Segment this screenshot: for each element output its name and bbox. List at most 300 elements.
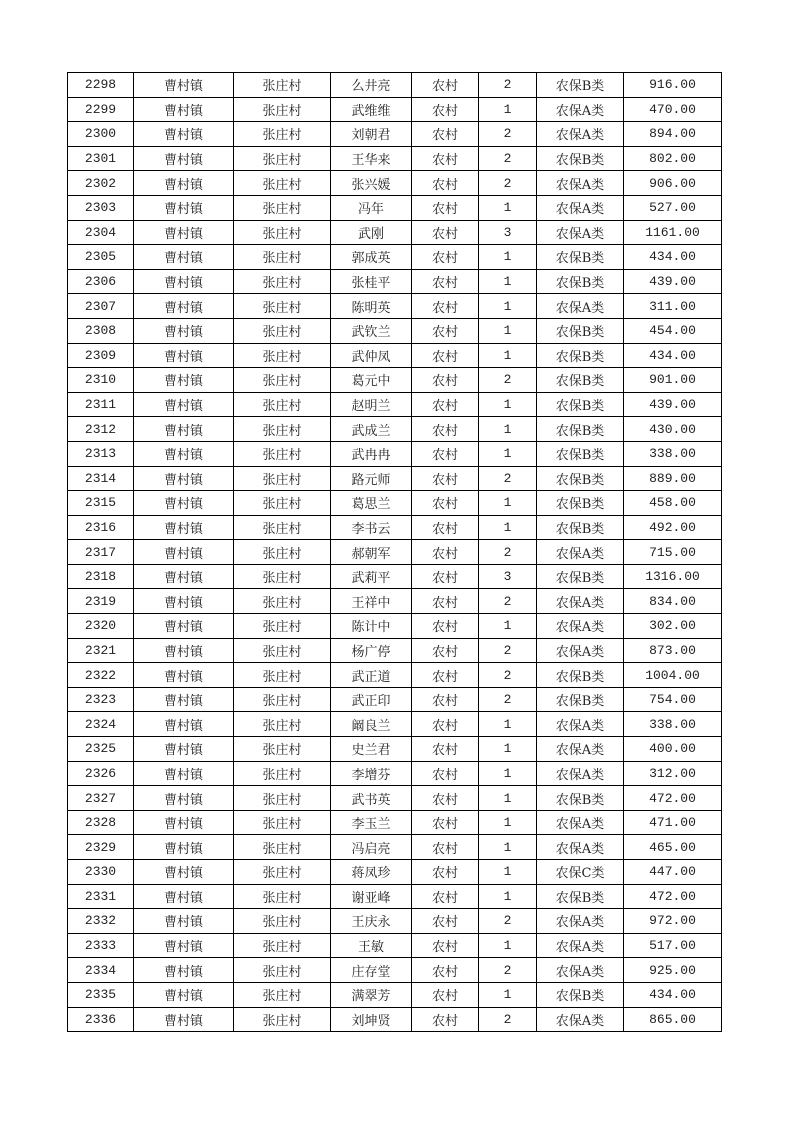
name-cell: 武正道 xyxy=(331,663,412,688)
household-type-cell: 农村 xyxy=(412,712,479,737)
amount-cell: 916.00 xyxy=(624,73,722,98)
household-size-cell: 1 xyxy=(479,933,537,958)
insurance-category-cell: 农保B类 xyxy=(537,491,624,516)
amount-cell: 925.00 xyxy=(624,958,722,983)
household-size-cell: 1 xyxy=(479,269,537,294)
village-cell: 张庄村 xyxy=(234,417,331,442)
household-type-cell: 农村 xyxy=(412,564,479,589)
village-cell: 张庄村 xyxy=(234,269,331,294)
serial-number-cell: 2311 xyxy=(68,392,134,417)
household-type-cell: 农村 xyxy=(412,122,479,147)
town-cell: 曹村镇 xyxy=(134,318,234,343)
table-row xyxy=(68,515,722,540)
household-size-cell: 2 xyxy=(479,589,537,614)
household-type-cell: 农村 xyxy=(412,933,479,958)
amount-cell: 865.00 xyxy=(624,1007,722,1032)
village-cell: 张庄村 xyxy=(234,761,331,786)
household-type-cell: 农村 xyxy=(412,368,479,393)
table-row xyxy=(68,737,722,762)
village-cell: 张庄村 xyxy=(234,933,331,958)
serial-number-cell: 2304 xyxy=(68,220,134,245)
town-cell: 曹村镇 xyxy=(134,441,234,466)
insurance-category-cell: 农保A类 xyxy=(537,294,624,319)
town-cell: 曹村镇 xyxy=(134,97,234,122)
insurance-category-cell: 农保A类 xyxy=(537,958,624,983)
town-cell: 曹村镇 xyxy=(134,638,234,663)
amount-cell: 715.00 xyxy=(624,540,722,565)
town-cell: 曹村镇 xyxy=(134,491,234,516)
serial-number-cell: 2327 xyxy=(68,786,134,811)
serial-number-cell: 2308 xyxy=(68,318,134,343)
village-cell: 张庄村 xyxy=(234,515,331,540)
name-cell: 葛思兰 xyxy=(331,491,412,516)
serial-number-cell: 2335 xyxy=(68,982,134,1007)
table-row xyxy=(68,860,722,885)
household-type-cell: 农村 xyxy=(412,146,479,171)
town-cell: 曹村镇 xyxy=(134,466,234,491)
table-row xyxy=(68,564,722,589)
serial-number-cell: 2324 xyxy=(68,712,134,737)
town-cell: 曹村镇 xyxy=(134,245,234,270)
serial-number-cell: 2336 xyxy=(68,1007,134,1032)
name-cell: 王华来 xyxy=(331,146,412,171)
insurance-category-cell: 农保B类 xyxy=(537,466,624,491)
name-cell: 阚良兰 xyxy=(331,712,412,737)
amount-cell: 439.00 xyxy=(624,269,722,294)
insurance-category-cell: 农保A类 xyxy=(537,220,624,245)
amount-cell: 471.00 xyxy=(624,810,722,835)
village-cell: 张庄村 xyxy=(234,220,331,245)
serial-number-cell: 2323 xyxy=(68,687,134,712)
town-cell: 曹村镇 xyxy=(134,614,234,639)
village-cell: 张庄村 xyxy=(234,638,331,663)
amount-cell: 400.00 xyxy=(624,737,722,762)
household-size-cell: 2 xyxy=(479,171,537,196)
table-row xyxy=(68,1007,722,1032)
insurance-category-cell: 农保A类 xyxy=(537,712,624,737)
insurance-category-cell: 农保B类 xyxy=(537,982,624,1007)
household-type-cell: 农村 xyxy=(412,417,479,442)
name-cell: 李增芬 xyxy=(331,761,412,786)
table-row xyxy=(68,269,722,294)
amount-cell: 434.00 xyxy=(624,245,722,270)
table-row xyxy=(68,220,722,245)
household-size-cell: 1 xyxy=(479,97,537,122)
household-size-cell: 1 xyxy=(479,195,537,220)
serial-number-cell: 2313 xyxy=(68,441,134,466)
serial-number-cell: 2320 xyxy=(68,614,134,639)
town-cell: 曹村镇 xyxy=(134,810,234,835)
name-cell: 王敏 xyxy=(331,933,412,958)
amount-cell: 465.00 xyxy=(624,835,722,860)
amount-cell: 472.00 xyxy=(624,786,722,811)
name-cell: 郝朝军 xyxy=(331,540,412,565)
town-cell: 曹村镇 xyxy=(134,73,234,98)
serial-number-cell: 2314 xyxy=(68,466,134,491)
serial-number-cell: 2332 xyxy=(68,909,134,934)
household-size-cell: 1 xyxy=(479,343,537,368)
serial-number-cell: 2303 xyxy=(68,195,134,220)
insurance-category-cell: 农保A类 xyxy=(537,97,624,122)
household-size-cell: 1 xyxy=(479,491,537,516)
household-type-cell: 农村 xyxy=(412,1007,479,1032)
amount-cell: 492.00 xyxy=(624,515,722,540)
name-cell: 杨广停 xyxy=(331,638,412,663)
amount-cell: 312.00 xyxy=(624,761,722,786)
insurance-category-cell: 农保A类 xyxy=(537,589,624,614)
serial-number-cell: 2305 xyxy=(68,245,134,270)
amount-cell: 302.00 xyxy=(624,614,722,639)
village-cell: 张庄村 xyxy=(234,540,331,565)
name-cell: 王祥中 xyxy=(331,589,412,614)
village-cell: 张庄村 xyxy=(234,909,331,934)
name-cell: 葛元中 xyxy=(331,368,412,393)
village-cell: 张庄村 xyxy=(234,392,331,417)
household-type-cell: 农村 xyxy=(412,589,479,614)
town-cell: 曹村镇 xyxy=(134,146,234,171)
insurance-category-cell: 农保B类 xyxy=(537,786,624,811)
name-cell: 路元师 xyxy=(331,466,412,491)
town-cell: 曹村镇 xyxy=(134,368,234,393)
table-row xyxy=(68,933,722,958)
town-cell: 曹村镇 xyxy=(134,712,234,737)
town-cell: 曹村镇 xyxy=(134,663,234,688)
serial-number-cell: 2328 xyxy=(68,810,134,835)
household-type-cell: 农村 xyxy=(412,638,479,663)
town-cell: 曹村镇 xyxy=(134,171,234,196)
insurance-category-cell: 农保C类 xyxy=(537,860,624,885)
serial-number-cell: 2309 xyxy=(68,343,134,368)
town-cell: 曹村镇 xyxy=(134,269,234,294)
amount-cell: 439.00 xyxy=(624,392,722,417)
serial-number-cell: 2319 xyxy=(68,589,134,614)
name-cell: 王庆永 xyxy=(331,909,412,934)
amount-cell: 802.00 xyxy=(624,146,722,171)
insurance-category-cell: 农保B类 xyxy=(537,515,624,540)
insurance-category-cell: 农保A类 xyxy=(537,638,624,663)
household-type-cell: 农村 xyxy=(412,245,479,270)
village-cell: 张庄村 xyxy=(234,195,331,220)
village-cell: 张庄村 xyxy=(234,860,331,885)
household-type-cell: 农村 xyxy=(412,343,479,368)
amount-cell: 972.00 xyxy=(624,909,722,934)
table-row xyxy=(68,318,722,343)
household-type-cell: 农村 xyxy=(412,220,479,245)
name-cell: 李书云 xyxy=(331,515,412,540)
table-row xyxy=(68,441,722,466)
serial-number-cell: 2299 xyxy=(68,97,134,122)
insurance-category-cell: 农保B类 xyxy=(537,564,624,589)
household-size-cell: 2 xyxy=(479,146,537,171)
household-type-cell: 农村 xyxy=(412,515,479,540)
village-cell: 张庄村 xyxy=(234,245,331,270)
amount-cell: 447.00 xyxy=(624,860,722,885)
insurance-category-cell: 农保A类 xyxy=(537,909,624,934)
insurance-category-cell: 农保A类 xyxy=(537,835,624,860)
amount-cell: 1161.00 xyxy=(624,220,722,245)
table-row xyxy=(68,122,722,147)
household-type-cell: 农村 xyxy=(412,195,479,220)
household-size-cell: 1 xyxy=(479,835,537,860)
name-cell: 武维维 xyxy=(331,97,412,122)
town-cell: 曹村镇 xyxy=(134,982,234,1007)
table-row xyxy=(68,73,722,98)
table-row xyxy=(68,343,722,368)
table-row xyxy=(68,417,722,442)
insurance-category-cell: 农保B类 xyxy=(537,245,624,270)
town-cell: 曹村镇 xyxy=(134,515,234,540)
name-cell: 刘坤贤 xyxy=(331,1007,412,1032)
town-cell: 曹村镇 xyxy=(134,1007,234,1032)
village-cell: 张庄村 xyxy=(234,687,331,712)
name-cell: 庄存堂 xyxy=(331,958,412,983)
table-row xyxy=(68,835,722,860)
household-size-cell: 1 xyxy=(479,737,537,762)
table-row xyxy=(68,97,722,122)
household-type-cell: 农村 xyxy=(412,97,479,122)
town-cell: 曹村镇 xyxy=(134,540,234,565)
serial-number-cell: 2333 xyxy=(68,933,134,958)
town-cell: 曹村镇 xyxy=(134,687,234,712)
amount-cell: 906.00 xyxy=(624,171,722,196)
household-type-cell: 农村 xyxy=(412,614,479,639)
village-cell: 张庄村 xyxy=(234,737,331,762)
table-row xyxy=(68,146,722,171)
insurance-category-cell: 农保B类 xyxy=(537,392,624,417)
table-row xyxy=(68,810,722,835)
household-size-cell: 1 xyxy=(479,318,537,343)
household-type-cell: 农村 xyxy=(412,786,479,811)
name-cell: 赵明兰 xyxy=(331,392,412,417)
household-type-cell: 农村 xyxy=(412,737,479,762)
serial-number-cell: 2322 xyxy=(68,663,134,688)
table-row xyxy=(68,466,722,491)
household-size-cell: 1 xyxy=(479,860,537,885)
household-type-cell: 农村 xyxy=(412,761,479,786)
insurance-category-cell: 农保A类 xyxy=(537,810,624,835)
household-size-cell: 2 xyxy=(479,663,537,688)
name-cell: 谢亚峰 xyxy=(331,884,412,909)
insurance-category-cell: 农保A类 xyxy=(537,761,624,786)
name-cell: 李玉兰 xyxy=(331,810,412,835)
name-cell: 刘朝君 xyxy=(331,122,412,147)
town-cell: 曹村镇 xyxy=(134,958,234,983)
insurance-category-cell: 农保A类 xyxy=(537,122,624,147)
serial-number-cell: 2321 xyxy=(68,638,134,663)
village-cell: 张庄村 xyxy=(234,146,331,171)
town-cell: 曹村镇 xyxy=(134,884,234,909)
amount-cell: 901.00 xyxy=(624,368,722,393)
household-size-cell: 2 xyxy=(479,368,537,393)
beneficiary-table xyxy=(67,72,722,1032)
table-row xyxy=(68,663,722,688)
household-type-cell: 农村 xyxy=(412,982,479,1007)
table-row xyxy=(68,761,722,786)
household-type-cell: 农村 xyxy=(412,318,479,343)
name-cell: 蒋凤珍 xyxy=(331,860,412,885)
insurance-category-cell: 农保B类 xyxy=(537,417,624,442)
town-cell: 曹村镇 xyxy=(134,933,234,958)
name-cell: 史兰君 xyxy=(331,737,412,762)
village-cell: 张庄村 xyxy=(234,368,331,393)
town-cell: 曹村镇 xyxy=(134,417,234,442)
amount-cell: 311.00 xyxy=(624,294,722,319)
insurance-category-cell: 农保B类 xyxy=(537,687,624,712)
household-type-cell: 农村 xyxy=(412,810,479,835)
household-type-cell: 农村 xyxy=(412,540,479,565)
amount-cell: 458.00 xyxy=(624,491,722,516)
amount-cell: 338.00 xyxy=(624,441,722,466)
household-type-cell: 农村 xyxy=(412,687,479,712)
serial-number-cell: 2318 xyxy=(68,564,134,589)
name-cell: 么井亮 xyxy=(331,73,412,98)
village-cell: 张庄村 xyxy=(234,1007,331,1032)
serial-number-cell: 2301 xyxy=(68,146,134,171)
town-cell: 曹村镇 xyxy=(134,761,234,786)
town-cell: 曹村镇 xyxy=(134,564,234,589)
table-row xyxy=(68,245,722,270)
town-cell: 曹村镇 xyxy=(134,860,234,885)
table-row xyxy=(68,909,722,934)
household-size-cell: 1 xyxy=(479,417,537,442)
name-cell: 满翠芳 xyxy=(331,982,412,1007)
name-cell: 冯年 xyxy=(331,195,412,220)
village-cell: 张庄村 xyxy=(234,884,331,909)
insurance-category-cell: 农保B类 xyxy=(537,343,624,368)
name-cell: 武冉冉 xyxy=(331,441,412,466)
household-size-cell: 1 xyxy=(479,614,537,639)
village-cell: 张庄村 xyxy=(234,466,331,491)
household-size-cell: 1 xyxy=(479,761,537,786)
serial-number-cell: 2315 xyxy=(68,491,134,516)
village-cell: 张庄村 xyxy=(234,810,331,835)
table-row xyxy=(68,589,722,614)
name-cell: 武书英 xyxy=(331,786,412,811)
household-size-cell: 1 xyxy=(479,441,537,466)
table-row xyxy=(68,712,722,737)
name-cell: 武正印 xyxy=(331,687,412,712)
town-cell: 曹村镇 xyxy=(134,786,234,811)
village-cell: 张庄村 xyxy=(234,958,331,983)
household-type-cell: 农村 xyxy=(412,171,479,196)
village-cell: 张庄村 xyxy=(234,294,331,319)
household-size-cell: 2 xyxy=(479,638,537,663)
household-size-cell: 2 xyxy=(479,73,537,98)
insurance-category-cell: 农保A类 xyxy=(537,737,624,762)
household-size-cell: 2 xyxy=(479,1007,537,1032)
table-row xyxy=(68,958,722,983)
household-size-cell: 3 xyxy=(479,564,537,589)
village-cell: 张庄村 xyxy=(234,982,331,1007)
amount-cell: 517.00 xyxy=(624,933,722,958)
household-type-cell: 农村 xyxy=(412,73,479,98)
village-cell: 张庄村 xyxy=(234,663,331,688)
household-size-cell: 2 xyxy=(479,958,537,983)
table-row xyxy=(68,491,722,516)
village-cell: 张庄村 xyxy=(234,786,331,811)
town-cell: 曹村镇 xyxy=(134,737,234,762)
table-row xyxy=(68,368,722,393)
table-row xyxy=(68,195,722,220)
village-cell: 张庄村 xyxy=(234,343,331,368)
household-type-cell: 农村 xyxy=(412,392,479,417)
household-size-cell: 2 xyxy=(479,687,537,712)
household-size-cell: 1 xyxy=(479,884,537,909)
village-cell: 张庄村 xyxy=(234,564,331,589)
insurance-category-cell: 农保B类 xyxy=(537,441,624,466)
village-cell: 张庄村 xyxy=(234,318,331,343)
amount-cell: 754.00 xyxy=(624,687,722,712)
household-size-cell: 2 xyxy=(479,122,537,147)
amount-cell: 889.00 xyxy=(624,466,722,491)
table-row xyxy=(68,982,722,1007)
amount-cell: 430.00 xyxy=(624,417,722,442)
serial-number-cell: 2316 xyxy=(68,515,134,540)
household-size-cell: 2 xyxy=(479,909,537,934)
table-row xyxy=(68,687,722,712)
amount-cell: 1316.00 xyxy=(624,564,722,589)
village-cell: 张庄村 xyxy=(234,73,331,98)
town-cell: 曹村镇 xyxy=(134,392,234,417)
serial-number-cell: 2317 xyxy=(68,540,134,565)
amount-cell: 834.00 xyxy=(624,589,722,614)
household-size-cell: 1 xyxy=(479,515,537,540)
amount-cell: 434.00 xyxy=(624,982,722,1007)
household-size-cell: 1 xyxy=(479,810,537,835)
amount-cell: 338.00 xyxy=(624,712,722,737)
town-cell: 曹村镇 xyxy=(134,220,234,245)
serial-number-cell: 2300 xyxy=(68,122,134,147)
insurance-category-cell: 农保A类 xyxy=(537,171,624,196)
serial-number-cell: 2298 xyxy=(68,73,134,98)
insurance-category-cell: 农保B类 xyxy=(537,146,624,171)
serial-number-cell: 2326 xyxy=(68,761,134,786)
amount-cell: 894.00 xyxy=(624,122,722,147)
household-size-cell: 2 xyxy=(479,466,537,491)
insurance-category-cell: 农保B类 xyxy=(537,368,624,393)
household-size-cell: 1 xyxy=(479,982,537,1007)
table-row xyxy=(68,392,722,417)
household-type-cell: 农村 xyxy=(412,663,479,688)
table-row xyxy=(68,884,722,909)
table-row xyxy=(68,171,722,196)
household-size-cell: 3 xyxy=(479,220,537,245)
town-cell: 曹村镇 xyxy=(134,589,234,614)
household-type-cell: 农村 xyxy=(412,958,479,983)
insurance-category-cell: 农保A类 xyxy=(537,195,624,220)
table-row xyxy=(68,294,722,319)
town-cell: 曹村镇 xyxy=(134,909,234,934)
name-cell: 陈计中 xyxy=(331,614,412,639)
town-cell: 曹村镇 xyxy=(134,122,234,147)
village-cell: 张庄村 xyxy=(234,835,331,860)
household-type-cell: 农村 xyxy=(412,835,479,860)
name-cell: 陈明英 xyxy=(331,294,412,319)
household-size-cell: 1 xyxy=(479,712,537,737)
household-size-cell: 1 xyxy=(479,392,537,417)
serial-number-cell: 2331 xyxy=(68,884,134,909)
name-cell: 武仲凤 xyxy=(331,343,412,368)
name-cell: 郭成英 xyxy=(331,245,412,270)
name-cell: 张兴媛 xyxy=(331,171,412,196)
serial-number-cell: 2312 xyxy=(68,417,134,442)
insurance-category-cell: 农保A类 xyxy=(537,933,624,958)
household-type-cell: 农村 xyxy=(412,441,479,466)
village-cell: 张庄村 xyxy=(234,491,331,516)
amount-cell: 454.00 xyxy=(624,318,722,343)
serial-number-cell: 2306 xyxy=(68,269,134,294)
serial-number-cell: 2330 xyxy=(68,860,134,885)
